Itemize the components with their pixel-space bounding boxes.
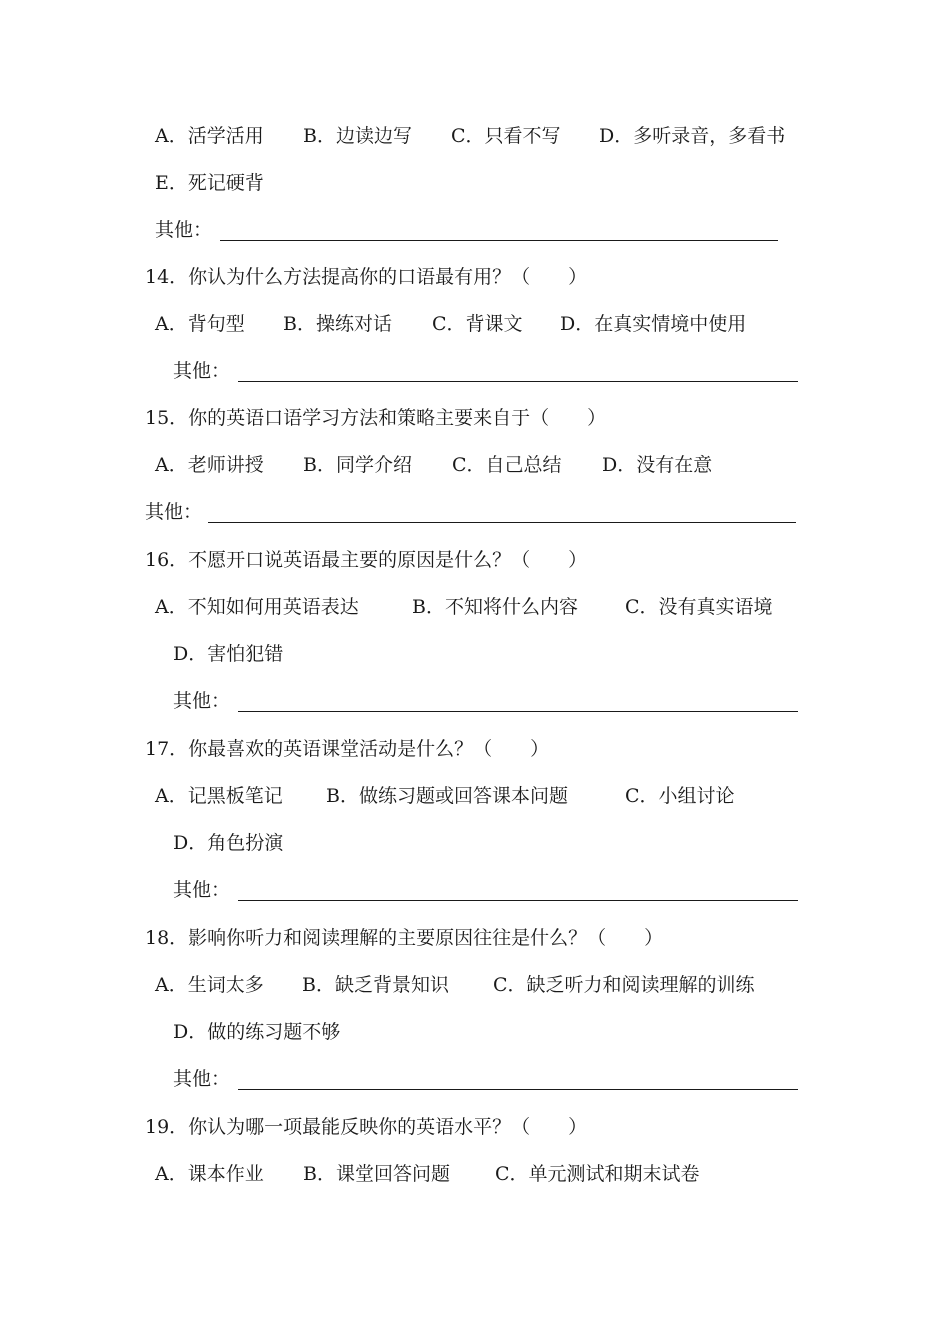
q13-option-c: C．只看不写 bbox=[451, 125, 561, 147]
q14-option-d: D．在真实情境中使用 bbox=[560, 313, 747, 335]
q14-question: 14．你认为什么方法提高你的口语最有用？（ ） bbox=[145, 266, 588, 288]
q16-option-a: A．不知如何用英语表达 bbox=[155, 596, 359, 618]
q18-option-c: C．缺乏听力和阅读理解的训练 bbox=[493, 974, 755, 996]
q13-option-d: D．多听录音，多看书 bbox=[599, 125, 786, 147]
q15-option-d: D．没有在意 bbox=[602, 454, 713, 476]
q14-option-c: C．背课文 bbox=[432, 313, 523, 335]
q13-option-a: A．活学活用 bbox=[155, 125, 264, 147]
q19-option-c: C．单元测试和期末试卷 bbox=[495, 1163, 700, 1185]
q13-option-b: B．边读边写 bbox=[303, 125, 412, 147]
q15-option-a: A．老师讲授 bbox=[155, 454, 264, 476]
q16-option-c: C．没有真实语境 bbox=[625, 596, 773, 618]
q18-other-label: 其他： bbox=[173, 1068, 231, 1090]
q16-option-b: B．不知将什么内容 bbox=[412, 596, 578, 618]
q16-other-label: 其他： bbox=[173, 690, 231, 712]
q15-question: 15．你的英语口语学习方法和策略主要来自于（ ） bbox=[145, 407, 607, 429]
q13-option-e: E．死记硬背 bbox=[155, 172, 264, 194]
q13-other-label: 其他： bbox=[155, 219, 213, 241]
q17-option-c: C．小组讨论 bbox=[625, 785, 735, 807]
q17-other-blank bbox=[238, 900, 798, 901]
q16-option-d: D．害怕犯错 bbox=[173, 643, 284, 665]
q17-question: 17．你最喜欢的英语课堂活动是什么？（ ） bbox=[145, 738, 550, 760]
q15-other-blank bbox=[208, 522, 796, 523]
q18-option-d: D．做的练习题不够 bbox=[173, 1021, 341, 1043]
q14-other-blank bbox=[238, 381, 798, 382]
q18-other-blank bbox=[238, 1089, 798, 1090]
q19-option-a: A．课本作业 bbox=[155, 1163, 264, 1185]
q18-question: 18．影响你听力和阅读理解的主要原因往往是什么？（ ） bbox=[145, 927, 664, 949]
q17-option-a: A．记黑板笔记 bbox=[155, 785, 283, 807]
q14-option-b: B．操练对话 bbox=[283, 313, 392, 335]
q19-option-b: B．课堂回答问题 bbox=[303, 1163, 450, 1185]
q17-option-d: D．角色扮演 bbox=[173, 832, 284, 854]
q15-option-c: C．自己总结 bbox=[452, 454, 562, 476]
q17-option-b: B．做练习题或回答课本问题 bbox=[326, 785, 568, 807]
q18-option-b: B．缺乏背景知识 bbox=[302, 974, 449, 996]
q19-question: 19．你认为哪一项最能反映你的英语水平？（ ） bbox=[145, 1116, 588, 1138]
q16-question: 16．不愿开口说英语最主要的原因是什么？（ ） bbox=[145, 549, 588, 571]
q17-other-label: 其他： bbox=[173, 879, 231, 901]
q15-option-b: B．同学介绍 bbox=[303, 454, 412, 476]
q13-other-blank bbox=[220, 240, 778, 241]
q15-other-label: 其他： bbox=[145, 501, 203, 523]
q14-other-label: 其他： bbox=[173, 360, 231, 382]
q18-option-a: A．生词太多 bbox=[155, 974, 264, 996]
q14-option-a: A．背句型 bbox=[155, 313, 245, 335]
q16-other-blank bbox=[238, 711, 798, 712]
